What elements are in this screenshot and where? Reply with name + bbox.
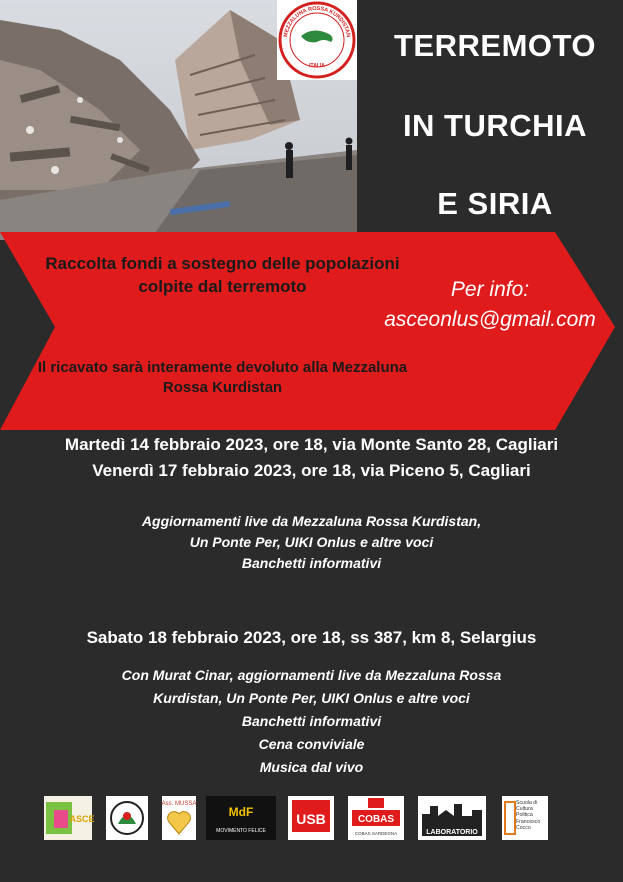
usb-logo [288,796,334,840]
laboratorio-text: LABORATORIO [426,829,478,836]
event2-detail-5: Musica dal vivo [259,759,364,775]
scuola-logo [502,796,548,840]
ass-mussa-logo [162,796,196,840]
info-label: Per info: [450,278,530,301]
info-email: asceonlus@gmail.com [384,308,596,331]
event1-detail-3: Banchetti informativi [241,555,382,571]
event1-date-a: Martedì 14 febbraio 2023, ore 18, via Monte Santo 28, Cagliari [64,435,559,454]
event2-detail-3: Banchetti informativi [241,713,382,729]
event2-date: Sabato 18 febbraio 2023, ore 18, ss 387, km 8, Selargius [86,628,537,647]
event1-detail-1: Aggiornamenti live da Mezzaluna Rossa Kurdistan, [141,513,482,529]
usb-text: USB [296,811,326,827]
banner-headline: Raccolta fondi a sostegno delle popolazioni colpite dal terremoto [45,254,400,296]
laboratorio-logo [418,796,486,840]
cobas-text: COBAS [357,814,395,825]
mdf-logo [206,796,276,840]
cobas-logo [348,796,404,840]
logo-country: ITALIA [309,63,325,69]
mussa-text: Ass. MUSSA [161,801,197,807]
mdf-text: MdF [228,805,254,819]
sponsor-logos [0,796,623,846]
title-line-3: E SIRIA [437,186,553,221]
asce-text: ASCE [69,814,95,824]
title-line-1: TERREMOTO [394,28,596,63]
event2-detail-2: Kurdistan, Un Ponte Per, UIKI Onlus e altre voci [153,690,470,706]
banner-info [360,275,620,335]
mdf-sub-text: MOVIMENTO FELICE [216,828,266,834]
logo-ring-text: MEZZALUNA ROSSA KURDISTAN [283,5,351,38]
banner-note: Il ricavato sarà interamente devoluto alla Mezzaluna Rossa Kurdistan [37,359,408,396]
title-line-2: IN TURCHIA [402,108,588,143]
muyeres-logo [106,796,148,840]
event2-detail-4: Cena conviviale [258,736,365,752]
event2-detail-1: Con Murat Cinar, aggiornamenti live da Mezzaluna Rossa [121,667,502,683]
event1-date-b: Venerdì 17 febbraio 2023, ore 18, via Piceno 5, Cagliari [92,461,531,480]
event1-detail-2: Un Ponte Per, UIKI Onlus e altre voci [189,534,434,550]
asce-logo [44,796,95,840]
mezzaluna-rossa-logo [277,0,357,80]
scuola-text: Scuola di Cultura Politica Francesco Cocco [516,800,541,831]
cobas-sub-text: COBAS SARDEGNA [354,831,398,836]
